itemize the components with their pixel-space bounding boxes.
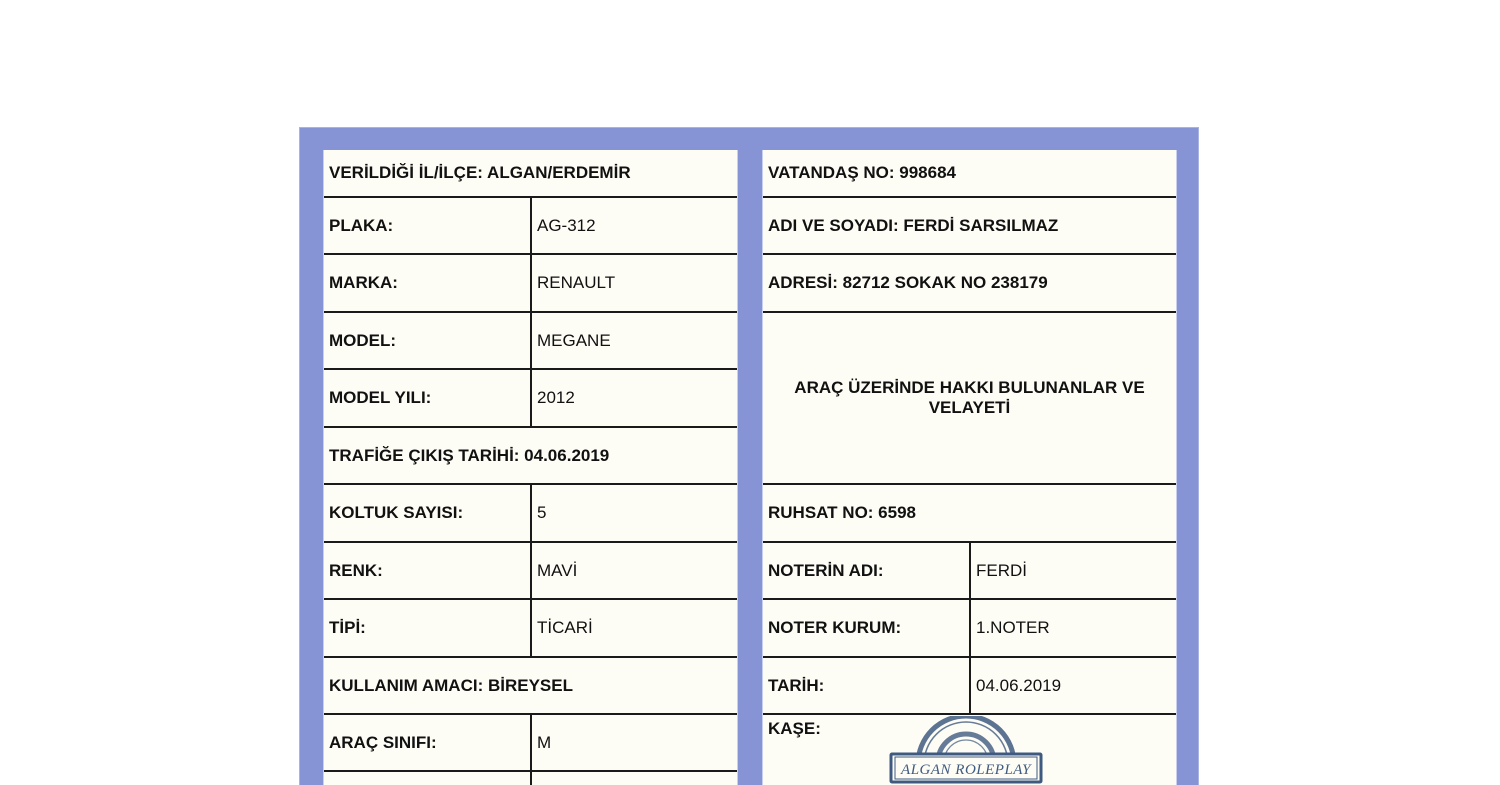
empty-row: [324, 772, 737, 785]
license-no: RUHSAT NO: 6598: [768, 503, 916, 522]
notary-name-label: NOTERİN ADI:: [763, 543, 971, 598]
vehicle-class-value: M: [537, 732, 552, 752]
model-label: MODEL:: [324, 313, 532, 368]
brand-value: RENAULT: [537, 273, 616, 292]
usage-purpose-row: [324, 658, 737, 715]
model-row: [324, 313, 737, 370]
issued-place-row: [324, 150, 737, 198]
address: ADRESİ: 82712 SOKAK NO 238179: [768, 273, 1048, 292]
citizen-no: VATANDAŞ NO: 998684: [768, 163, 956, 182]
brand-label: MARKA:: [324, 255, 532, 311]
notary-name-row: [763, 543, 1176, 600]
vehicle-class-row: [324, 715, 737, 772]
empty-value-cell: [532, 772, 737, 785]
color-label: RENK:: [324, 543, 532, 598]
rights-heading: ARAÇ ÜZERİNDE HAKKI BULUNANLAR VE VELAYETİ: [794, 378, 1145, 417]
brand-row: [324, 255, 737, 313]
usage-purpose: KULLANIM AMACI: BİREYSEL: [329, 675, 573, 695]
citizen-no-row: [763, 150, 1176, 198]
notary-office-row: [763, 600, 1176, 658]
type-value: TİCARİ: [537, 618, 593, 637]
svg-text:ALGAN ROLEPLAY: ALGAN ROLEPLAY: [901, 762, 1031, 778]
seat-count-row: [324, 485, 737, 543]
vehicle-class-label: ARAÇ SINIFI:: [324, 715, 532, 770]
rights-holders-row: [763, 313, 1176, 485]
issued-place: VERİLDİĞİ İL/İLÇE: ALGAN/ERDEMİR: [329, 163, 631, 182]
type-label: TİPİ:: [324, 600, 532, 656]
color-value: MAVİ: [537, 560, 578, 580]
notary-office-label: NOTER KURUM:: [763, 600, 971, 656]
owner-info-panel: [762, 150, 1177, 785]
color-row: [324, 543, 737, 600]
algan-roleplay-stamp-icon: [888, 716, 1044, 785]
model-value: MEGANE: [537, 330, 611, 350]
date-row: [763, 658, 1176, 715]
license-no-row: [763, 485, 1176, 543]
plate-row: [324, 198, 737, 255]
traffic-date: TRAFİĞE ÇIKIŞ TARİHİ: 04.06.2019: [329, 445, 610, 465]
date-value: 04.06.2019: [976, 675, 1062, 695]
address-row: [763, 255, 1176, 313]
full-name: ADI VE SOYADI: FERDİ SARSILMAZ: [768, 215, 1059, 235]
plate-label: PLAKA:: [324, 198, 532, 253]
type-row: [324, 600, 737, 658]
seat-count-value: 5: [537, 503, 547, 522]
full-name-row: [763, 198, 1176, 255]
model-year-row: [324, 370, 737, 428]
notary-office-value: 1.NOTER: [976, 618, 1050, 637]
date-label: TARİH:: [763, 658, 971, 713]
stamp-label: KAŞE:: [768, 719, 821, 738]
empty-label-cell: [324, 772, 532, 785]
model-year-label: MODEL YILI:: [324, 370, 532, 426]
plate-value: AG-312: [537, 215, 596, 235]
traffic-date-row: [324, 428, 737, 485]
model-year-value: 2012: [537, 388, 575, 407]
notary-name-value: FERDİ: [976, 560, 1027, 580]
vehicle-info-panel: [323, 150, 738, 785]
seat-count-label: KOLTUK SAYISI:: [324, 485, 532, 541]
